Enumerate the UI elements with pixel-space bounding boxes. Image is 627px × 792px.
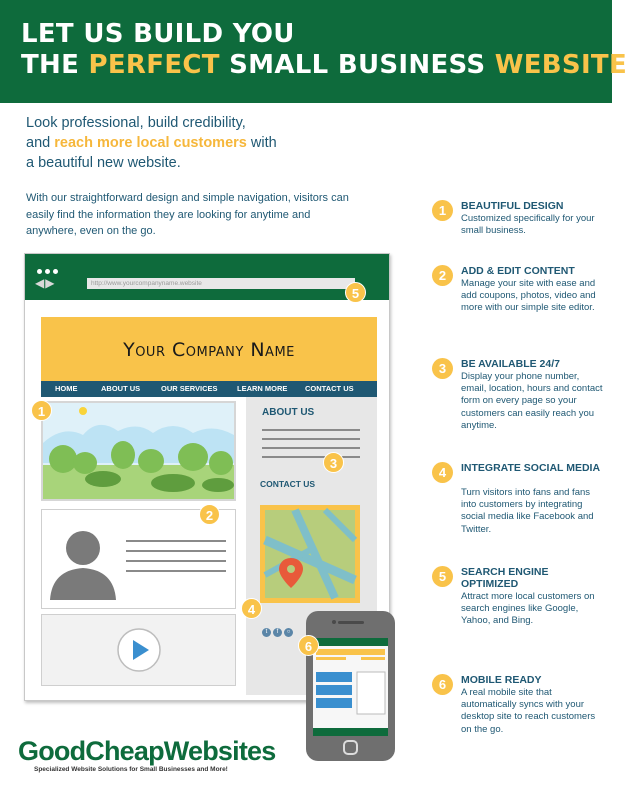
badge-3: 3 [323, 452, 344, 473]
feature-number: 3 [432, 358, 453, 379]
feature-body: A real mobile site that automatically syncs with your desktop site to reach customers on the go. [461, 687, 596, 735]
site-nav [41, 381, 377, 397]
feature-title: BEAUTIFUL DESIGN [461, 200, 564, 212]
header-banner [0, 0, 627, 103]
camera-icon [332, 620, 336, 624]
text-line [262, 456, 360, 458]
phone-screen [313, 638, 388, 736]
text-line [262, 429, 360, 431]
text-line [126, 550, 226, 552]
text-line [126, 540, 226, 542]
hero-image [41, 401, 236, 501]
feature-number: 1 [432, 200, 453, 221]
feature-number: 2 [432, 265, 453, 286]
logo-tagline: Specialized Website Solutions for Small Businesses and More! [34, 766, 228, 773]
company-name: Your Company Name [123, 339, 295, 361]
contact-title: CONTACT US [260, 479, 316, 489]
landscape-illustration-icon [43, 403, 234, 499]
avatar-icon [48, 520, 118, 600]
browser-toolbar [25, 254, 389, 300]
map-widget [260, 505, 360, 603]
play-icon [116, 627, 162, 673]
badge-2: 2 [199, 504, 220, 525]
badge-5: 5 [345, 282, 366, 303]
feature-title: SEARCH ENGINE OPTIMIZED [461, 566, 549, 590]
badge-4: 4 [241, 598, 262, 619]
nav-item-learn: LEARN MORE [237, 384, 288, 393]
text-line [126, 560, 226, 562]
speaker-icon [338, 621, 364, 624]
feature-body: Customized specifically for your small business. [461, 213, 595, 237]
about-title: ABOUT US [262, 407, 315, 418]
headline-line-2: THE PERFECT SMALL BUSINESS WEBSITE [21, 50, 627, 80]
feature-body: Attract more local customers on search engines like Google, Yahoo, and Bing. [461, 591, 595, 627]
url-bar: http://www.yourcompanyname.website [87, 278, 355, 289]
feature-number: 5 [432, 566, 453, 587]
headline-highlight-website: WEBSITE [494, 50, 627, 80]
mobile-site-icon [313, 638, 388, 736]
text-line [126, 570, 226, 572]
home-button-icon [343, 740, 358, 755]
phone-mockup [306, 611, 395, 761]
logo-name: GoodCheapWebsites [18, 736, 276, 766]
map-pin-icon [265, 510, 355, 598]
feature-title: ADD & EDIT CONTENT [461, 265, 575, 277]
badge-1: 1 [31, 400, 52, 421]
feature-title: MOBILE READY [461, 674, 542, 686]
feature-title: INTEGRATE SOCIAL MEDIA [461, 462, 601, 474]
nav-item-home: HOME [55, 384, 78, 393]
headline-line-1: LET US BUILD YOU [21, 19, 295, 49]
intro-text: Look professional, build credibility, and reach more local customers with a beautiful new website. [26, 115, 277, 171]
nav-item-about: ABOUT US [101, 384, 141, 393]
text-line [262, 447, 360, 449]
facebook-icon: f [273, 628, 282, 637]
intro-highlight: reach more local customers [54, 135, 247, 151]
description-text: With our straightforward design and simple navigation, visitors can easily find the information they are looking for anytime and anywhere, even on the go. [26, 192, 349, 237]
headline-highlight-perfect: PERFECT [88, 50, 220, 80]
feature-body: Display your phone number, email, location, hours and contact form on every page so your customers can easily reach you anytime. [461, 371, 603, 431]
site-header [41, 317, 377, 381]
feature-body: Turn visitors into fans and fans into customers by integrating social media like Facebook and Twitter. [461, 487, 594, 535]
feature-number: 6 [432, 674, 453, 695]
text-line [262, 438, 360, 440]
badge-6: 6 [298, 635, 319, 656]
feature-number: 4 [432, 462, 453, 483]
company-logo [18, 736, 276, 780]
nav-item-services: OUR SERVICES [161, 384, 218, 393]
social-icons [262, 620, 295, 638]
feature-title: BE AVAILABLE 24/7 [461, 358, 560, 370]
feature-body: Manage your site with ease and add coupons, photos, video and more with our simple site editor. [461, 278, 596, 314]
nav-arrows-icon: ◀▶ [35, 276, 56, 290]
video-player [41, 614, 236, 686]
twitter-icon: t [262, 628, 271, 637]
instagram-icon: ○ [284, 628, 293, 637]
nav-item-contact: CONTACT US [305, 384, 354, 393]
